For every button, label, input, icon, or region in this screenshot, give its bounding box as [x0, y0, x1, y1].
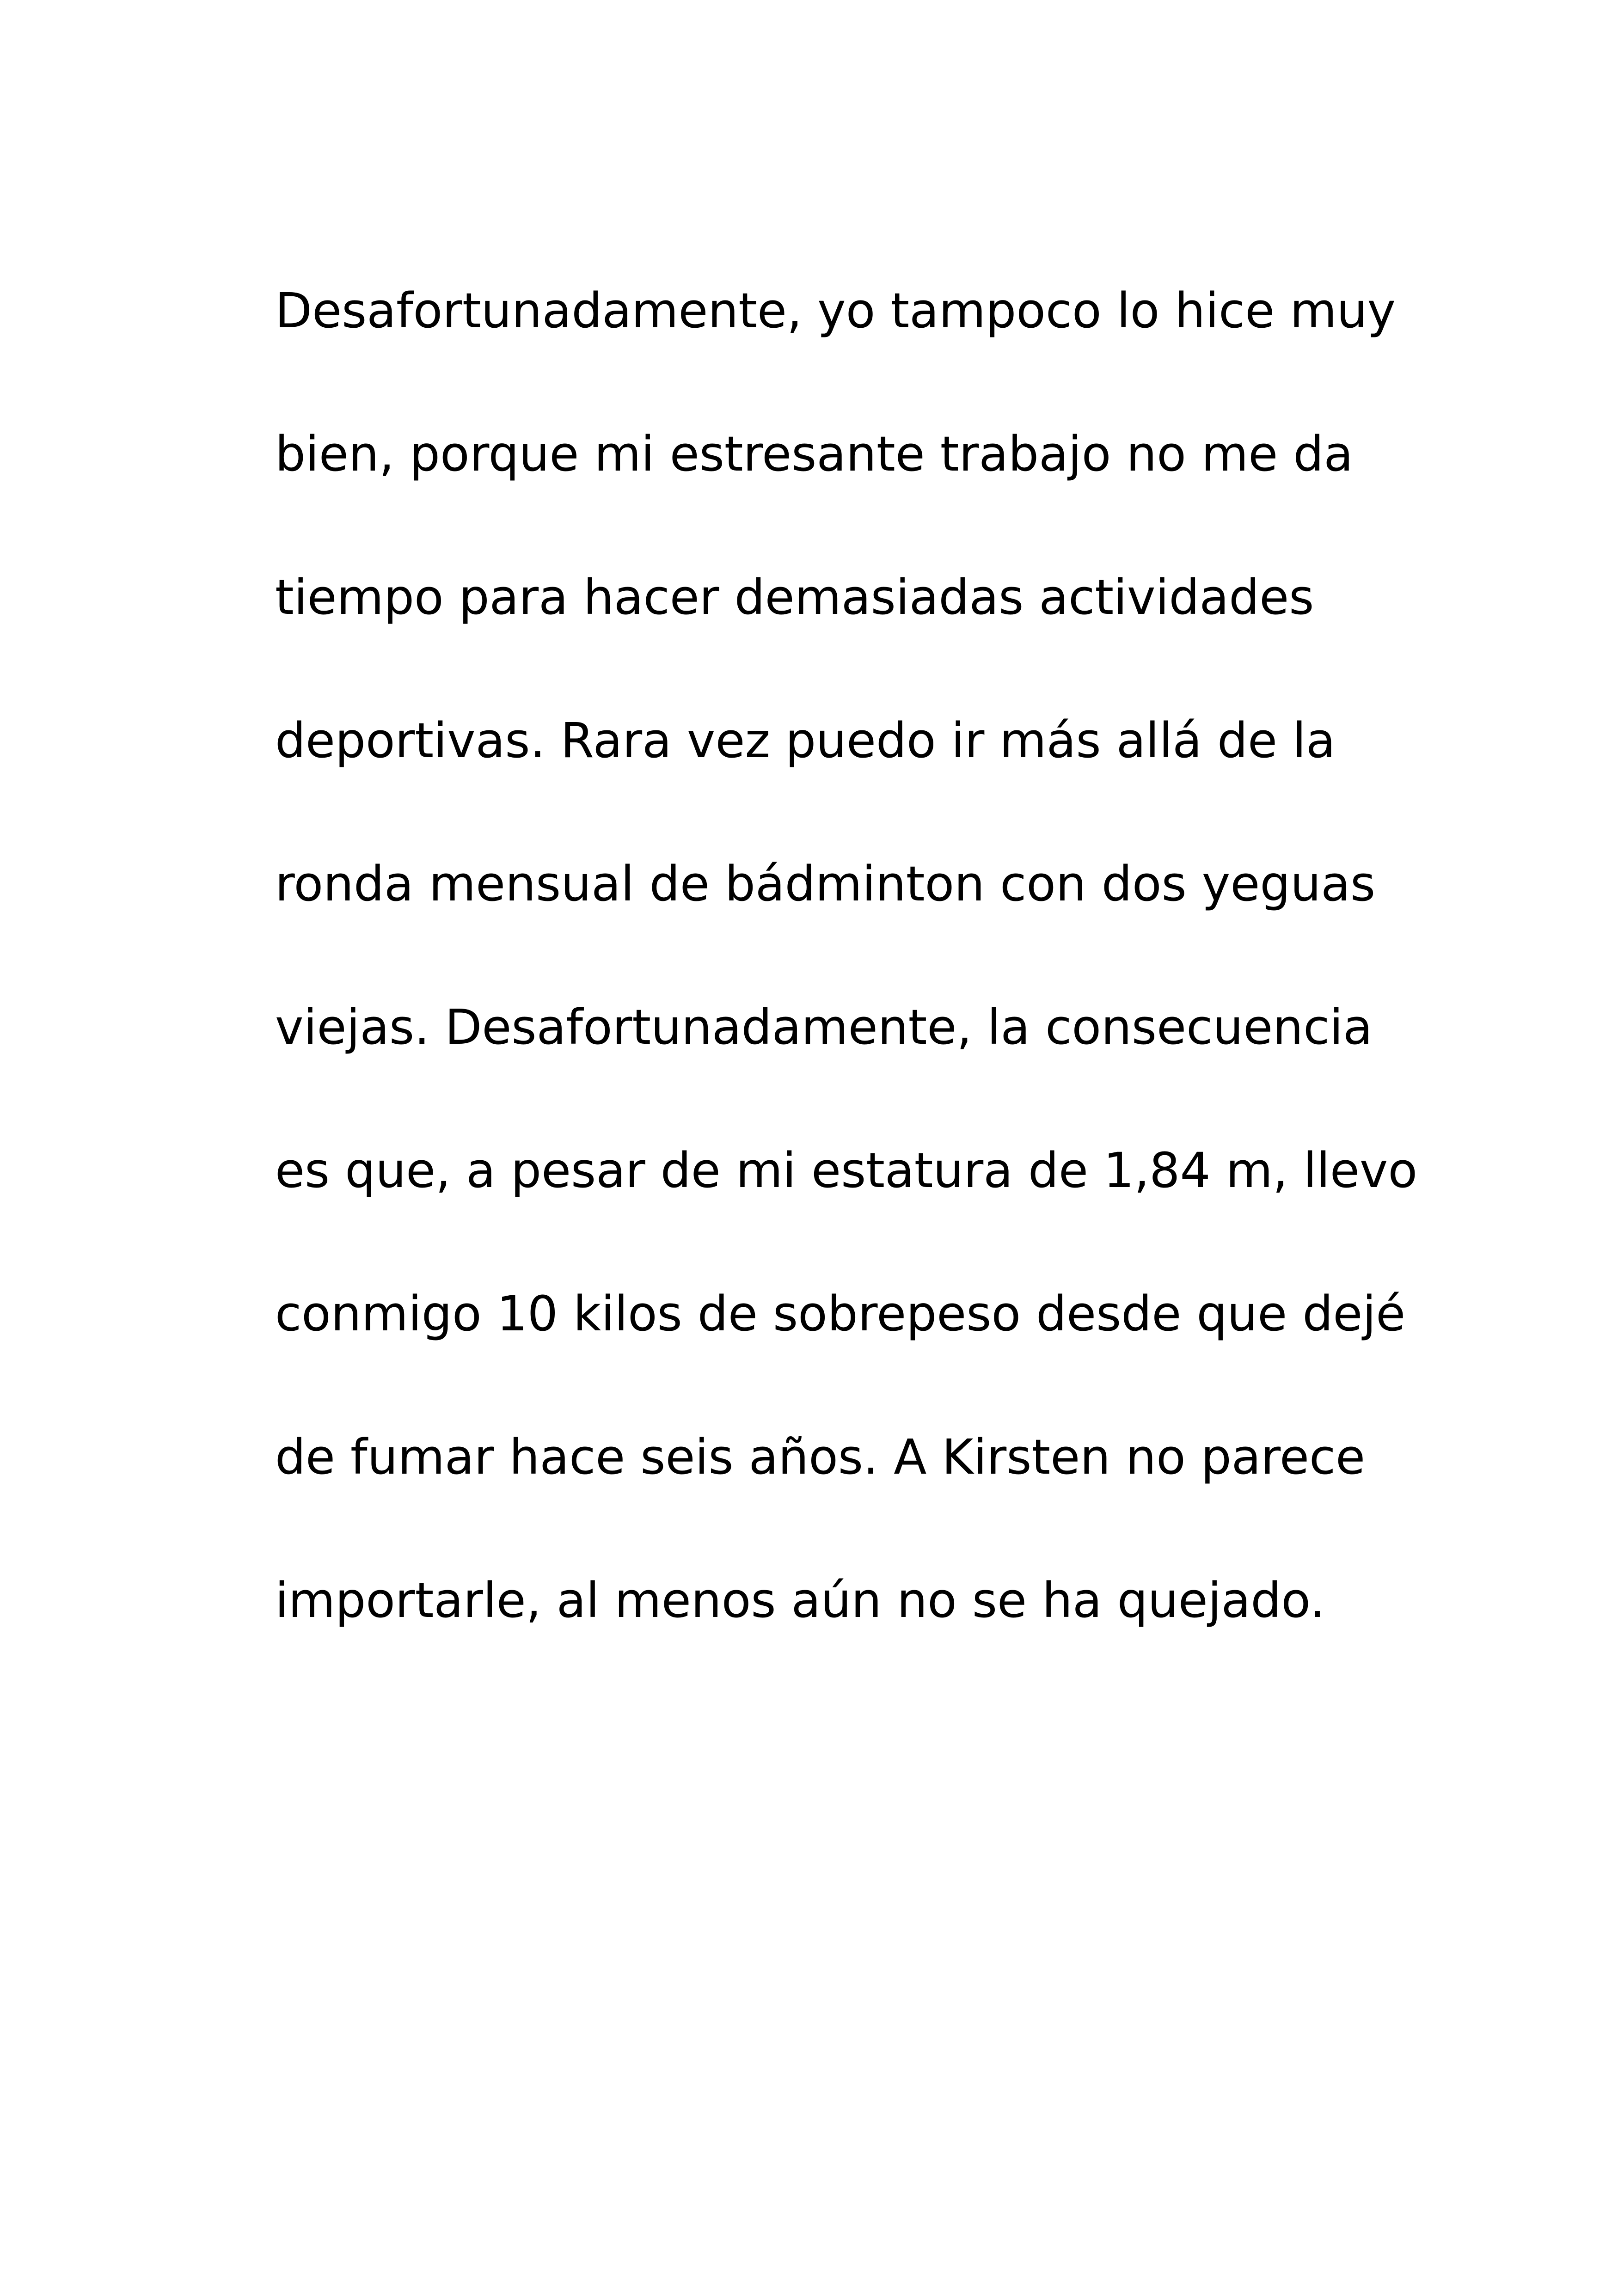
text-line-3: tiempo para hacer demasiadas actividades — [275, 569, 1314, 625]
text-line-4: deportivas. Rara vez puedo ir más allá de la — [275, 712, 1336, 769]
text-line-5: ronda mensual de bádminton con dos yeguas — [275, 856, 1376, 912]
text-line-1: Desafortunadamente, yo tampoco lo hice muy — [275, 282, 1396, 339]
text-line-9: de fumar hace seis años. A Kirsten no parece — [275, 1429, 1366, 1485]
text-line-2: bien, porque mi estresante trabajo no me da — [275, 426, 1354, 482]
text-line-8: conmigo 10 kilos de sobrepeso desde que dejé — [275, 1286, 1406, 1342]
text-line-6: viejas. Desafortunadamente, la consecuencia — [275, 999, 1373, 1055]
text-line-10: importarle, al menos aún no se ha quejado. — [275, 1572, 1325, 1629]
text-line-7: es que, a pesar de mi estatura de 1,84 m, llevo — [275, 1142, 1418, 1199]
